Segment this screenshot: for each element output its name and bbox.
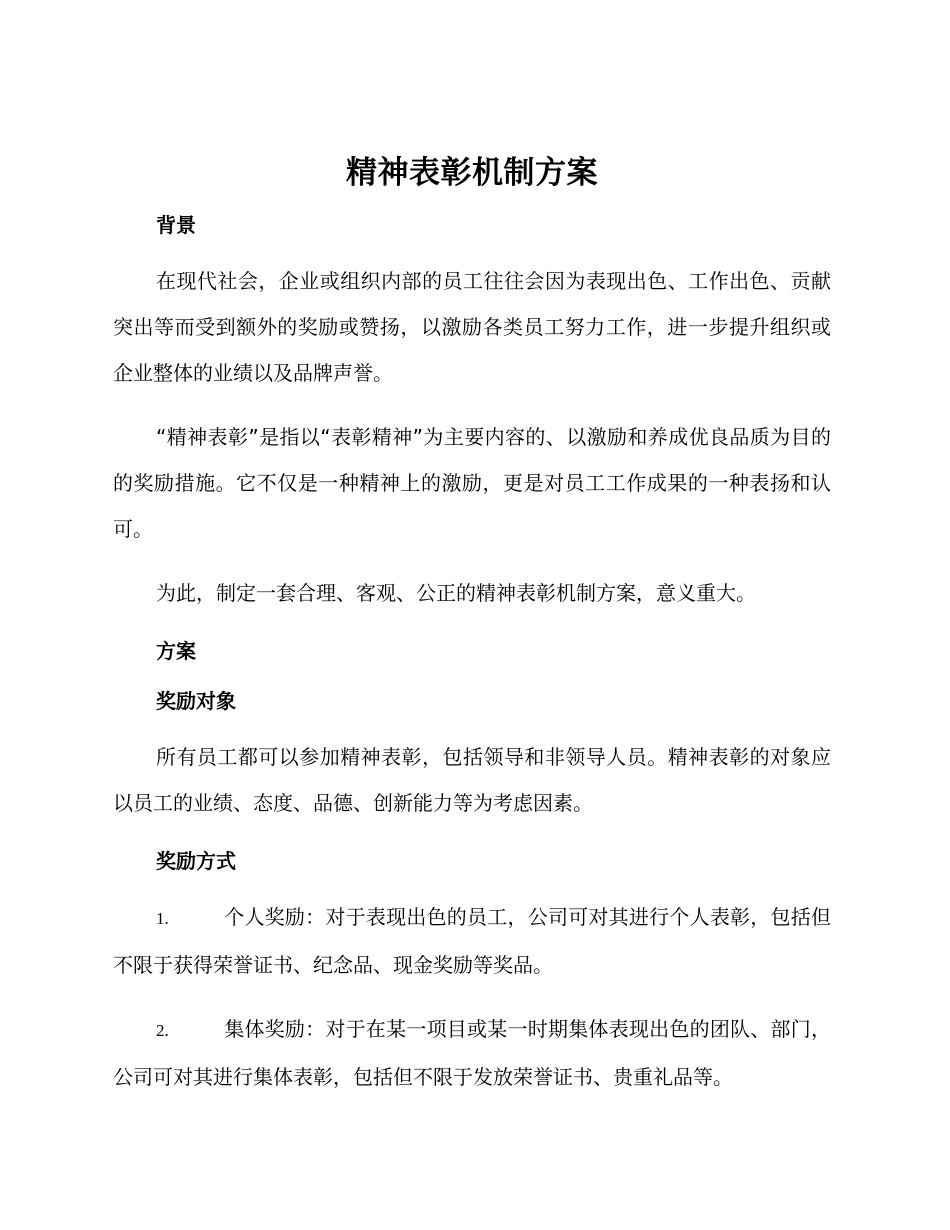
paragraph-background-3: 为此，制定一套合理、客观、公正的精神表彰机制方案，意义重大。 bbox=[156, 581, 756, 605]
document-title: 精神表彰机制方案 bbox=[346, 155, 598, 191]
section-heading-plan: 方案 bbox=[156, 639, 196, 663]
list-item-text: 集体奖励：对于在某一项目或某一时期集体表现出色的团队、部门，公司可对其进行集体表彰，包括但不限于发放荣誉证书、贵重礼品等。 bbox=[113, 1017, 831, 1089]
paragraph-background-2: “精神表彰”是指以“表彰精神”为主要内容的、以激励和养成优良品质为目的的奖励措施。它不仅是一种精神上的激励，更是对员工工作成果的一种表扬和认可。 bbox=[113, 425, 831, 541]
section-heading-method: 奖励方式 bbox=[156, 849, 236, 873]
list-item-text: 个人奖励：对于表现出色的员工，公司可对其进行个人表彰，包括但不限于获得荣誉证书、纪念品、现金奖励等奖品。 bbox=[113, 905, 831, 977]
list-item-number: 2. bbox=[156, 1021, 169, 1040]
list-item bbox=[113, 894, 831, 988]
list-item-number: 1. bbox=[156, 909, 169, 928]
paragraph-background-1: 在现代社会，企业或组织内部的员工往往会因为表现出色、工作出色、贡献突出等而受到额外的奖励或赞扬，以激励各类员工努力工作，进一步提升组织或企业整体的业绩以及品牌声誉。 bbox=[113, 269, 831, 385]
list-item bbox=[113, 1006, 831, 1100]
paragraph-target-1: 所有员工都可以参加精神表彰，包括领导和非领导人员。精神表彰的对象应以员工的业绩、态度、品德、创新能力等为考虑因素。 bbox=[113, 745, 831, 815]
section-heading-background: 背景 bbox=[156, 213, 196, 237]
document-page bbox=[113, 150, 831, 1100]
section-heading-target: 奖励对象 bbox=[156, 689, 236, 713]
